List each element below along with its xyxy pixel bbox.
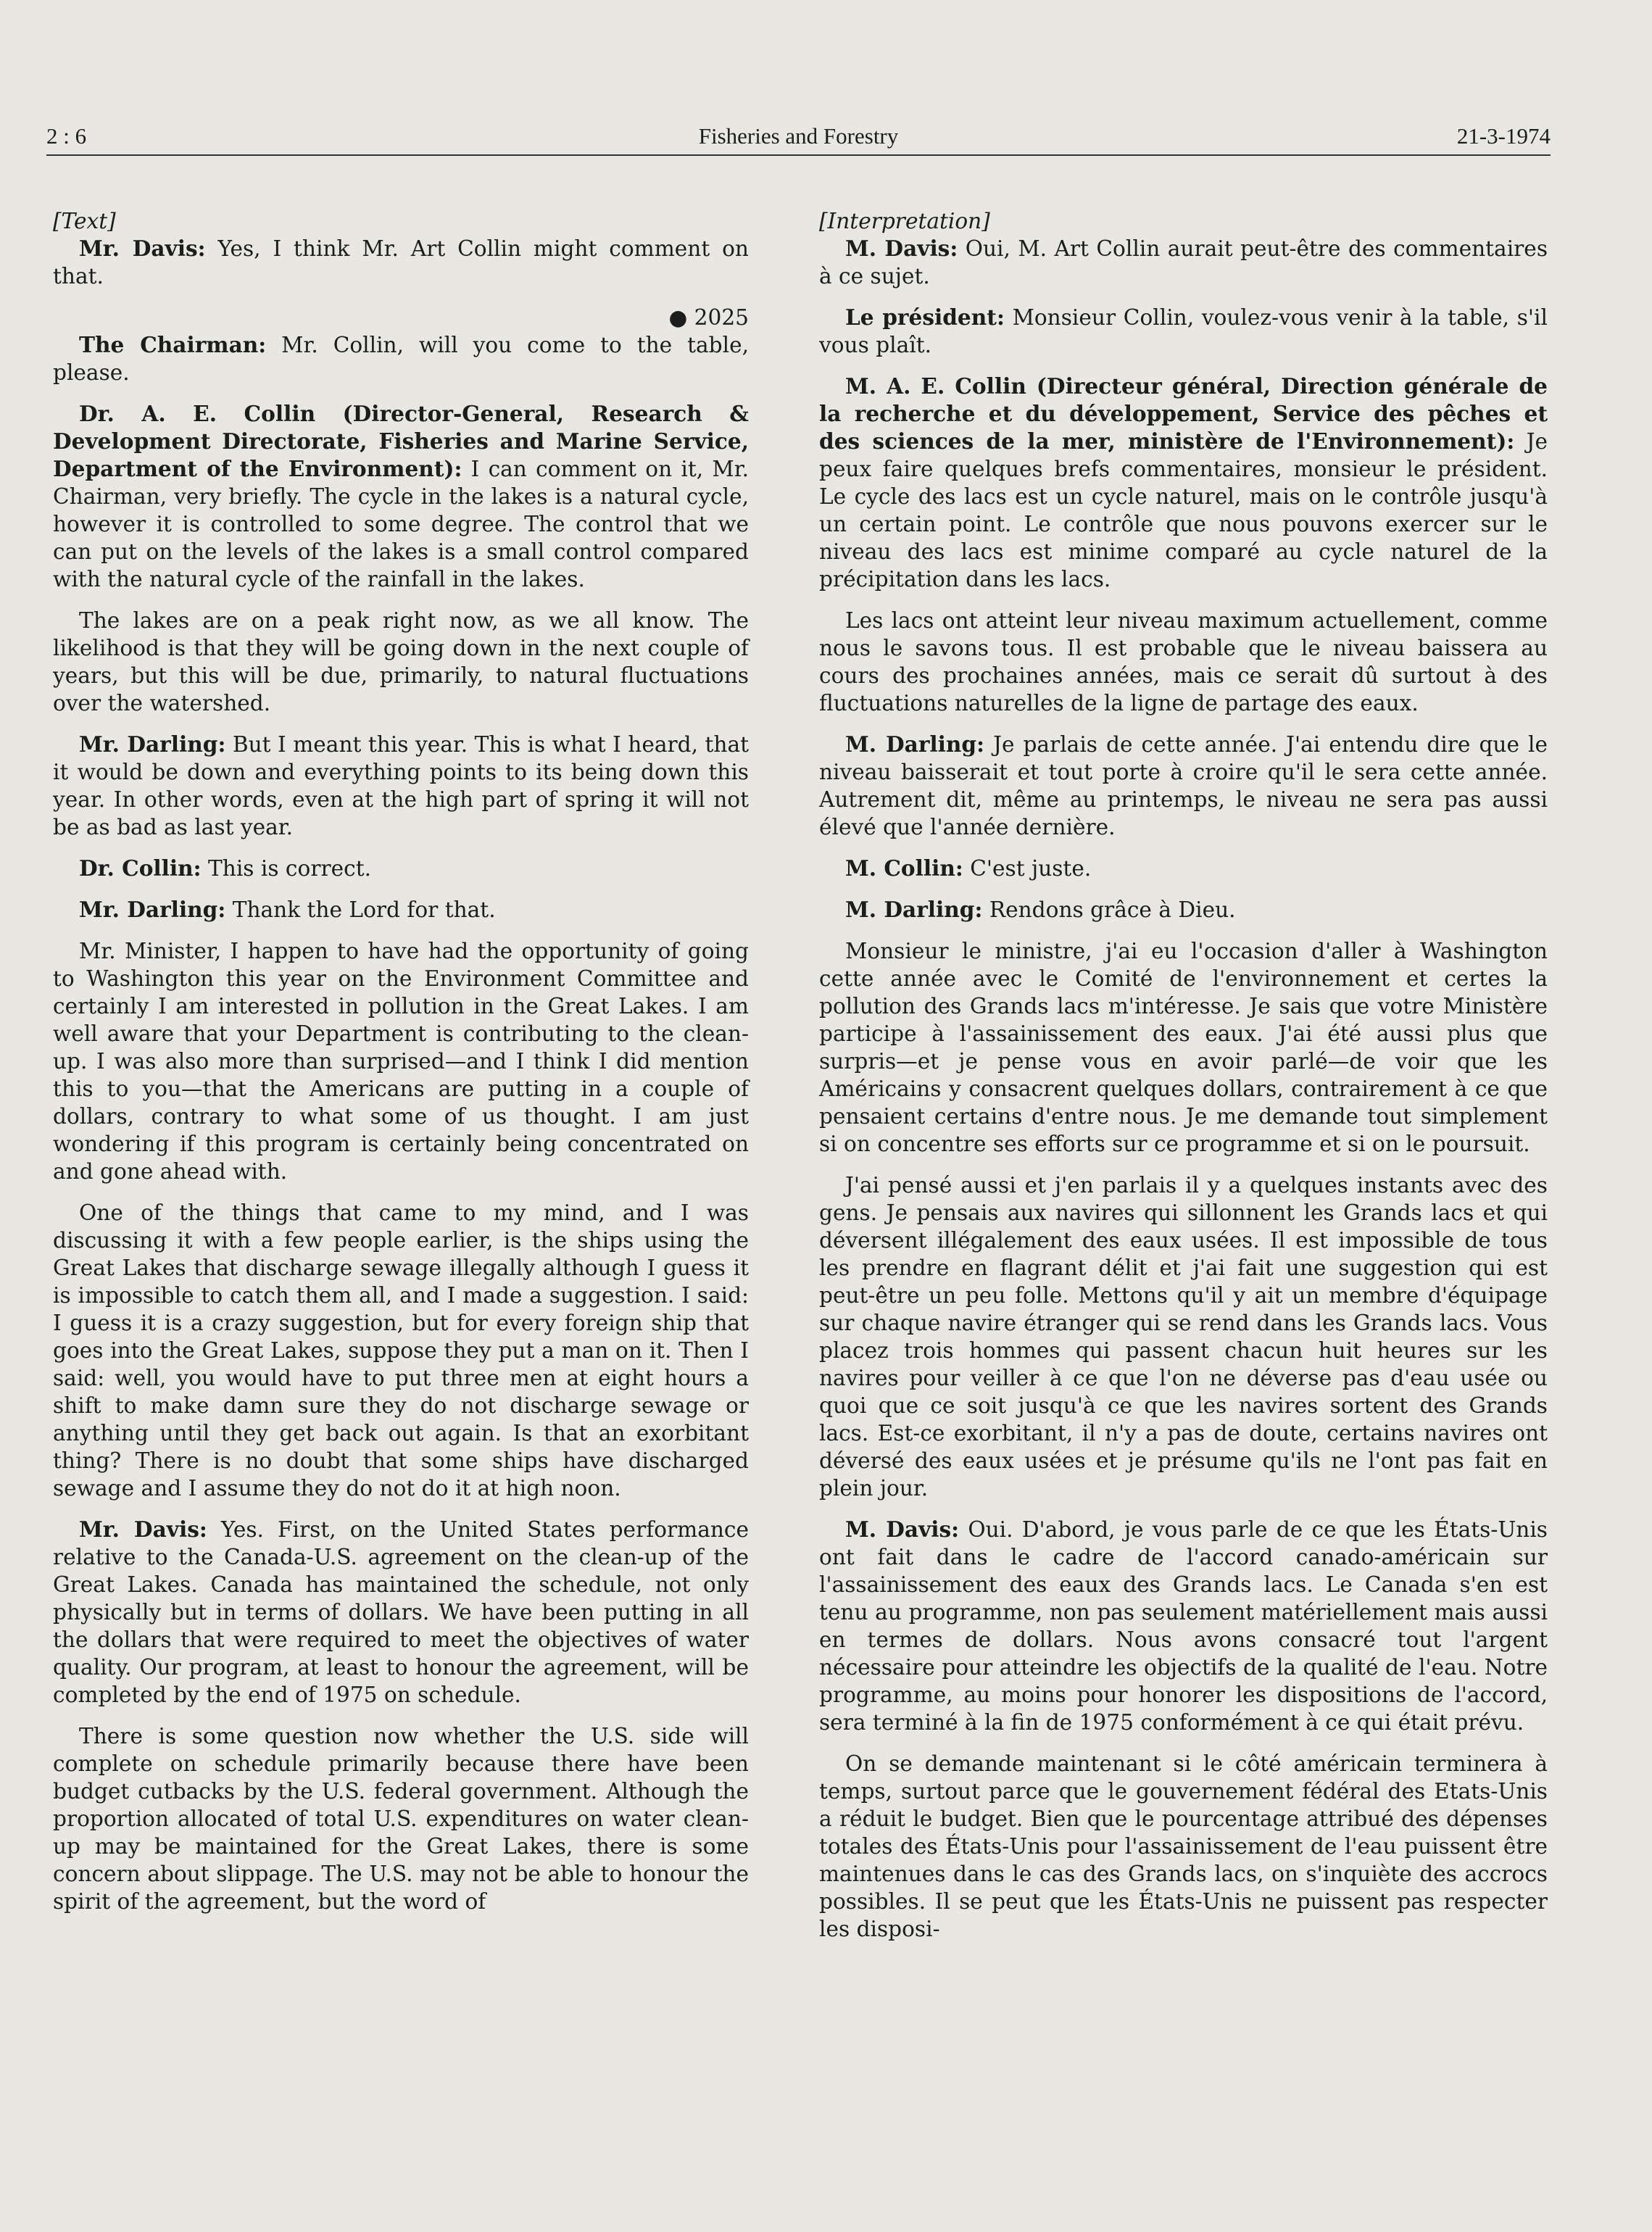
speaker-name: Mr. Davis: (79, 1517, 207, 1542)
speech-text: C'est juste. (963, 856, 1092, 881)
paragraph (53, 896, 749, 924)
paragraph (53, 331, 749, 386)
speaker-name: M. Davis: (845, 1517, 960, 1542)
speaker-name: Dr. A. E. Collin (Director-General, Research & Development Directorate, Fisheries and Marine Service, Department of the Environment): (53, 401, 749, 481)
speaker-name: M. Davis: (845, 236, 958, 261)
speaker-name: M. Darling: (845, 731, 985, 757)
paragraph: Monsieur le ministre, j'ai eu l'occasion d'aller à Washington cette année avec le Comité de l'environnement et certes la pollution des Grands lacs m'intéresse. Je sais que votre Ministère participe à l'assainissement des eaux. J'ai été aussi plus que surpris—et je pense vous en avoir parlé—de voir que les Américains y consacrent quelques dollars, contrairement à ce que pensaient certains d'entre nous. Je me demande tout simplement si on concentre ses efforts sur ce programme et si on le poursuit. (819, 939, 1548, 1156)
paragraph: Mr. Minister, I happen to have had the opportunity of going to Washington this year on the Environment Committee and certainly I am interested in pollution in the Great Lakes. I am well aware that your Department is contributing to the clean-up. I was also more than surprised—and I think I did mention this to you—that the Americans are putting in a couple of dollars, contrary to what some of us thought. I am just wondering if this program is certainly being concentrated on and gone ahead with. (53, 939, 749, 1184)
paragraph (819, 1516, 1548, 1736)
paragraph: J'ai pensé aussi et j'en parlais il y a quelques instants avec des gens. Je pensais aux navires qui sillonnent les Grands lacs et qui déversent illégalement des eaux usées. Il est impossible de tous les prendre en flagrant délit et j'ai fait une suggestion qui est peut-être un peu folle. Mettons qu'il y ait un membre d'équipage sur chaque navire étranger qui se rend dans les Grands lacs. Vous placez trois hommes qui passent chacun huit heures sur les navires pour veiller à ce que l'on ne déverse pas d'eau usée ou quoi que ce soit jusqu'à ce que les navires sortent des Grands lacs. Est-ce exorbitant, il n'y a pas de doute, certains navires ont déversé des eaux usées et je présume qu'ils ne l'ont pas fait en plein jour. (819, 1173, 1548, 1501)
speech-text: Yes, I think Mr. Art Collin might comment on that. (53, 236, 749, 289)
paragraph (819, 373, 1548, 593)
speech-text: Thank the Lord for that. (225, 897, 496, 922)
speech-text: Monsieur Collin, voulez-vous venir à la table, s'il vous plaît. (819, 305, 1548, 357)
page-header (46, 123, 1551, 155)
section-tag: [Text] (53, 209, 116, 233)
section-tag: [Interpretation] (819, 209, 990, 233)
speech-text: Je parlais de cette année. J'ai entendu dire que le niveau baisserait et tout porte à croire qu'il le sera cette année. Autrement dit, même au printemps, le niveau ne sera pas aussi élevé que l'année dernière. (819, 732, 1548, 839)
speaker-name: Mr. Darling: (79, 731, 226, 757)
paragraph (819, 235, 1548, 290)
speech-text: Rendons grâce à Dieu. (982, 897, 1236, 922)
running-title: Fisheries and Forestry (698, 123, 899, 149)
paragraph: Les lacs ont atteint leur niveau maximum actuellement, comme nous le savons tous. Il est probable que le niveau baissera au cours des prochaines années, mais ce serait dû surtout à des fluctuations naturelles de la ligne de partage des eaux. (819, 608, 1548, 715)
paragraph (53, 400, 749, 593)
speaker-name: Mr. Davis: (79, 236, 206, 261)
header-rule (46, 154, 1551, 156)
speech-text: Yes. First, on the United States performance relative to the Canada-U.S. agreement on the clean-up of the Great Lakes. Canada has maintained the schedule, not only physically but in terms of dollars. We have been putting in all the dollars that were required to meet the objectives of water quality. Our program, at least to honour the agreement, will be completed by the end of 1975 on schedule. (53, 1517, 749, 1707)
paragraph: The lakes are on a peak right now, as we all know. The likelihood is that they will be going down in the next couple of years, but this will be due, primarily, to natural fluctuations over the watershed. (53, 608, 749, 715)
paragraph (819, 896, 1548, 924)
time-marker: ● 2025 (668, 305, 749, 330)
speaker-name: Mr. Darling: (79, 897, 226, 922)
speech-text: Oui, M. Art Collin aurait peut-être des commentaires à ce sujet. (819, 236, 1548, 289)
page-number: 2 : 6 (46, 123, 87, 149)
speech-text: Oui. D'abord, je vous parle de ce que les États-Unis ont fait dans le cadre de l'accord canado-américain sur l'assainissement des eaux des Grands lacs. Le Canada s'en est tenu au programme, non pas seulement matériellement mais aussi en termes de dollars. Nous avons consacré tout l'argent nécessaire pour atteindre les objectifs de la qualité de l'eau. Notre programme, au moins pour honorer les dispositions de l'accord, sera terminé à la fin de 1975 conformément à ce qui était prévu. (819, 1517, 1548, 1735)
speech-text: But I meant this year. This is what I heard, that it would be down and everything points to its being down this year. In other words, even at the high part of spring it will not be as bad as last year. (53, 732, 749, 839)
speech-text: Je peux faire quelques brefs commentaires, monsieur le président. Le cycle des lacs est un cycle naturel, mais on le contrôle jusqu'à un certain point. Le contrôle que nous pouvons exercer sur le niveau des lacs est minime comparé au cycle naturel de la précipitation dans les lacs. (819, 429, 1548, 592)
english-column (53, 207, 749, 1929)
paragraph: On se demande maintenant si le côté américain terminera à temps, surtout parce que le gouvernement fédéral des Etats-Unis a réduit le budget. Bien que le pourcentage attribué des dépenses totales des États-Unis pour l'assainissement de l'eau puissent être maintenues dans le cas des Grands lacs, on s'inquiète des accrocs possibles. Il se peut que les États-Unis ne puissent pas respecter les disposi- (819, 1751, 1548, 1941)
paragraph (819, 304, 1548, 359)
paragraph (53, 731, 749, 841)
header-date: 21-3-1974 (1456, 123, 1551, 149)
speaker-name: Le président: (845, 304, 1005, 330)
paragraph (819, 855, 1548, 882)
french-column (819, 207, 1548, 1957)
speech-text: This is correct. (201, 856, 372, 881)
speaker-name: M. A. E. Collin (Directeur général, Direction générale de la recherche et du développement, Service des pêches et des sciences de la mer, ministère de l'Environnement): (819, 373, 1548, 454)
speaker-name: The Chairman: (79, 332, 267, 357)
paragraph: There is some question now whether the U.S. side will complete on schedule primarily because there have been budget cutbacks by the U.S. federal government. Although the proportion allocated of total U.S. expenditures on water clean-up may be maintained for the Great Lakes, there is some concern about slippage. The U.S. may not be able to honour the spirit of the agreement, but the word of (53, 1724, 749, 1914)
speech-text: Mr. Collin, will you come to the table, please. (53, 333, 749, 385)
paragraph (53, 235, 749, 290)
speaker-name: Dr. Collin: (79, 855, 202, 881)
paragraph: One of the things that came to my mind, and I was discussing it with a few people earlier, is the ships using the Great Lakes that discharge sewage illegally although I guess it is impossible to catch them all, and I made a suggestion. I said: I guess it is a crazy suggestion, but for every foreign ship that goes into the Great Lakes, suppose they put a man on it. Then I said: well, you would have to put three men at eight hours a shift to make damn sure they do not discharge sewage or anything until they get back out again. Is that an exorbitant thing? There is no doubt that some ships have discharged sewage and I assume they do not do it at high noon. (53, 1200, 749, 1501)
paragraph (819, 731, 1548, 841)
speaker-name: M. Darling: (845, 897, 983, 922)
speech-text: I can comment on it, Mr. Chairman, very briefly. The cycle in the lakes is a natural cycle, however it is controlled to some degree. The control that we can put on the levels of the lakes is a small control compared with the natural cycle of the rainfall in the lakes. (53, 457, 749, 592)
paragraph (53, 1516, 749, 1709)
paragraph (53, 855, 749, 882)
speaker-name: M. Collin: (845, 855, 963, 881)
